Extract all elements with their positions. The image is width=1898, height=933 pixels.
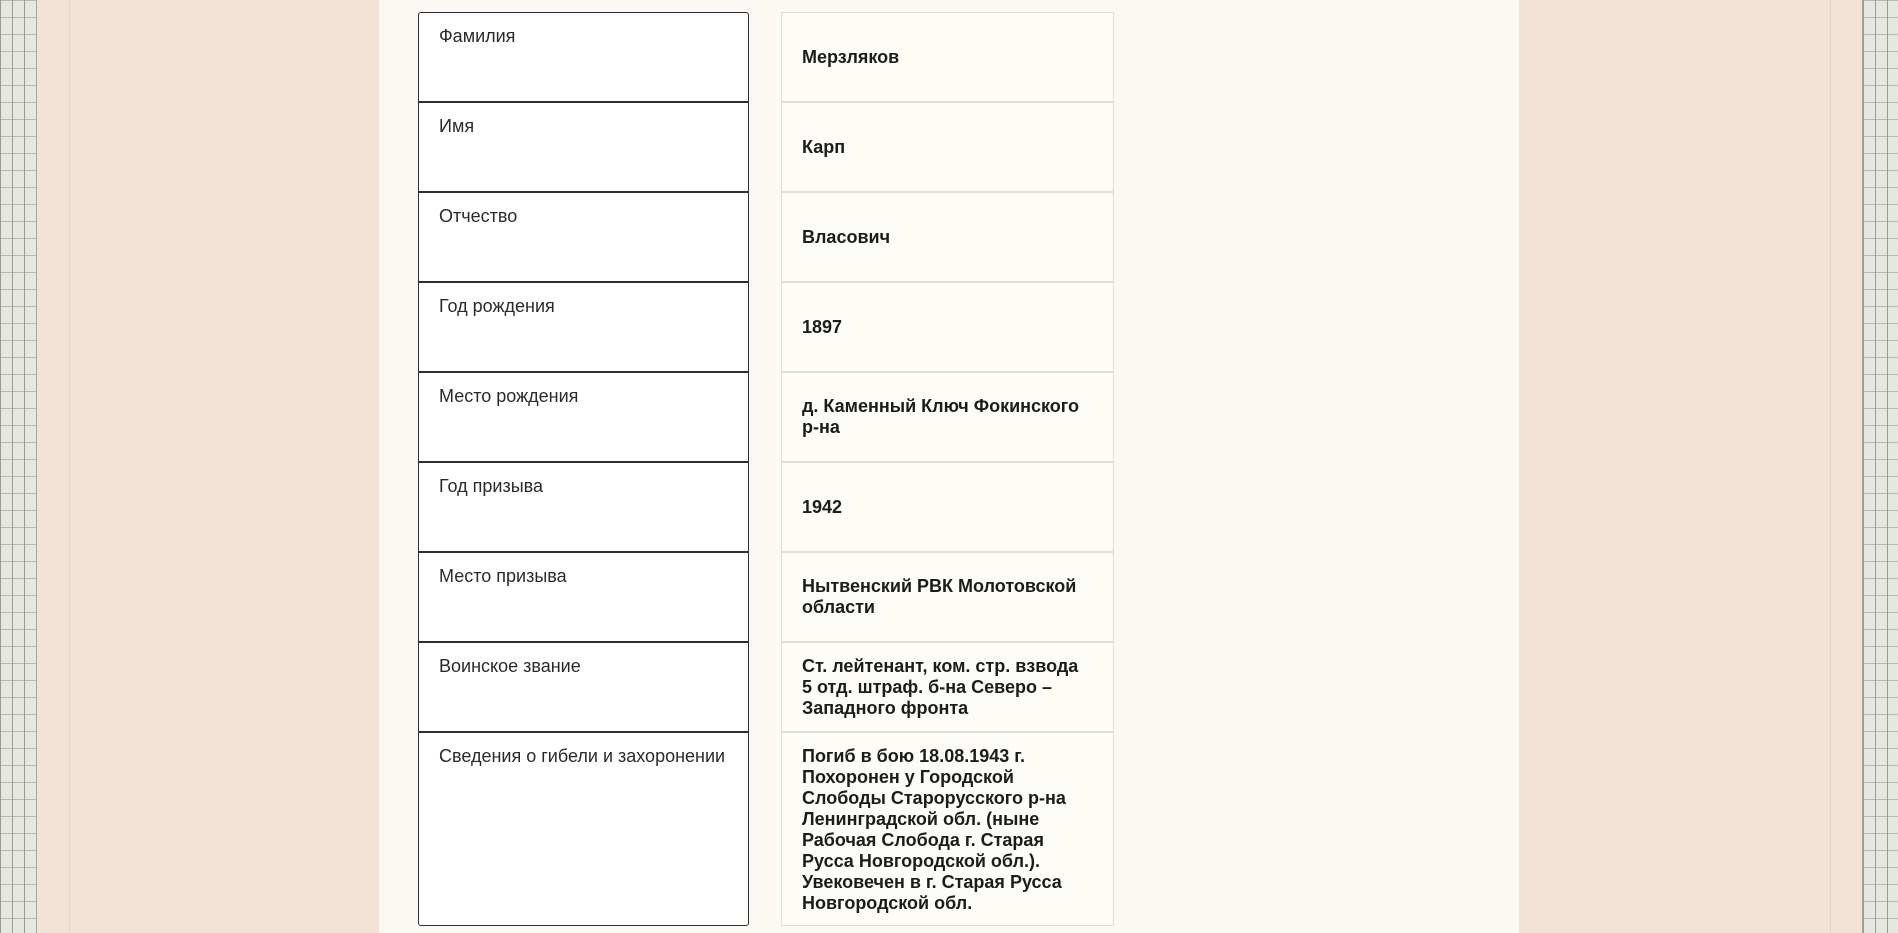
field-row-name	[418, 102, 1118, 192]
field-row-birth-place	[418, 372, 1118, 462]
field-label: Место призыва	[418, 552, 749, 642]
field-row-patronymic	[418, 192, 1118, 282]
field-row-death-burial	[418, 732, 1118, 926]
field-label: Фамилия	[418, 12, 749, 102]
field-row-surname	[418, 12, 1118, 102]
field-row-draft-year	[418, 462, 1118, 552]
field-row-birth-year	[418, 282, 1118, 372]
field-value: Мерзляков	[781, 12, 1114, 102]
field-label: Место рождения	[418, 372, 749, 462]
left-margin	[37, 0, 70, 933]
field-value: Ст. лейтенант, ком. стр. взвода 5 отд. штраф. б-на Северо – Западного фронта	[781, 642, 1114, 732]
field-label: Год рождения	[418, 282, 749, 372]
field-row-military-rank	[418, 642, 1118, 732]
field-label: Отчество	[418, 192, 749, 282]
field-value: д. Каменный Ключ Фокинского р-на	[781, 372, 1114, 462]
field-label: Воинское звание	[418, 642, 749, 732]
field-value: 1942	[781, 462, 1114, 552]
field-row-draft-place	[418, 552, 1118, 642]
field-value: Нытвенский РВК Молотовской области	[781, 552, 1114, 642]
field-value: Власович	[781, 192, 1114, 282]
right-margin	[1830, 0, 1863, 933]
record-page	[379, 0, 1519, 933]
left-ruler-strip	[0, 0, 37, 933]
field-value: Карп	[781, 102, 1114, 192]
right-ruler-strip	[1862, 0, 1898, 933]
field-label: Сведения о гибели и захоронении	[418, 732, 749, 926]
field-value: Погиб в бою 18.08.1943 г. Похоронен у Городской Слободы Старорусского р-на Ленинградской обл. (ныне Рабочая Слобода г. Старая Русса Новгородской обл.). Увековечен в г. Старая Русса Новгородской обл.	[781, 732, 1114, 926]
field-value: 1897	[781, 282, 1114, 372]
field-label: Имя	[418, 102, 749, 192]
field-label: Год призыва	[418, 462, 749, 552]
